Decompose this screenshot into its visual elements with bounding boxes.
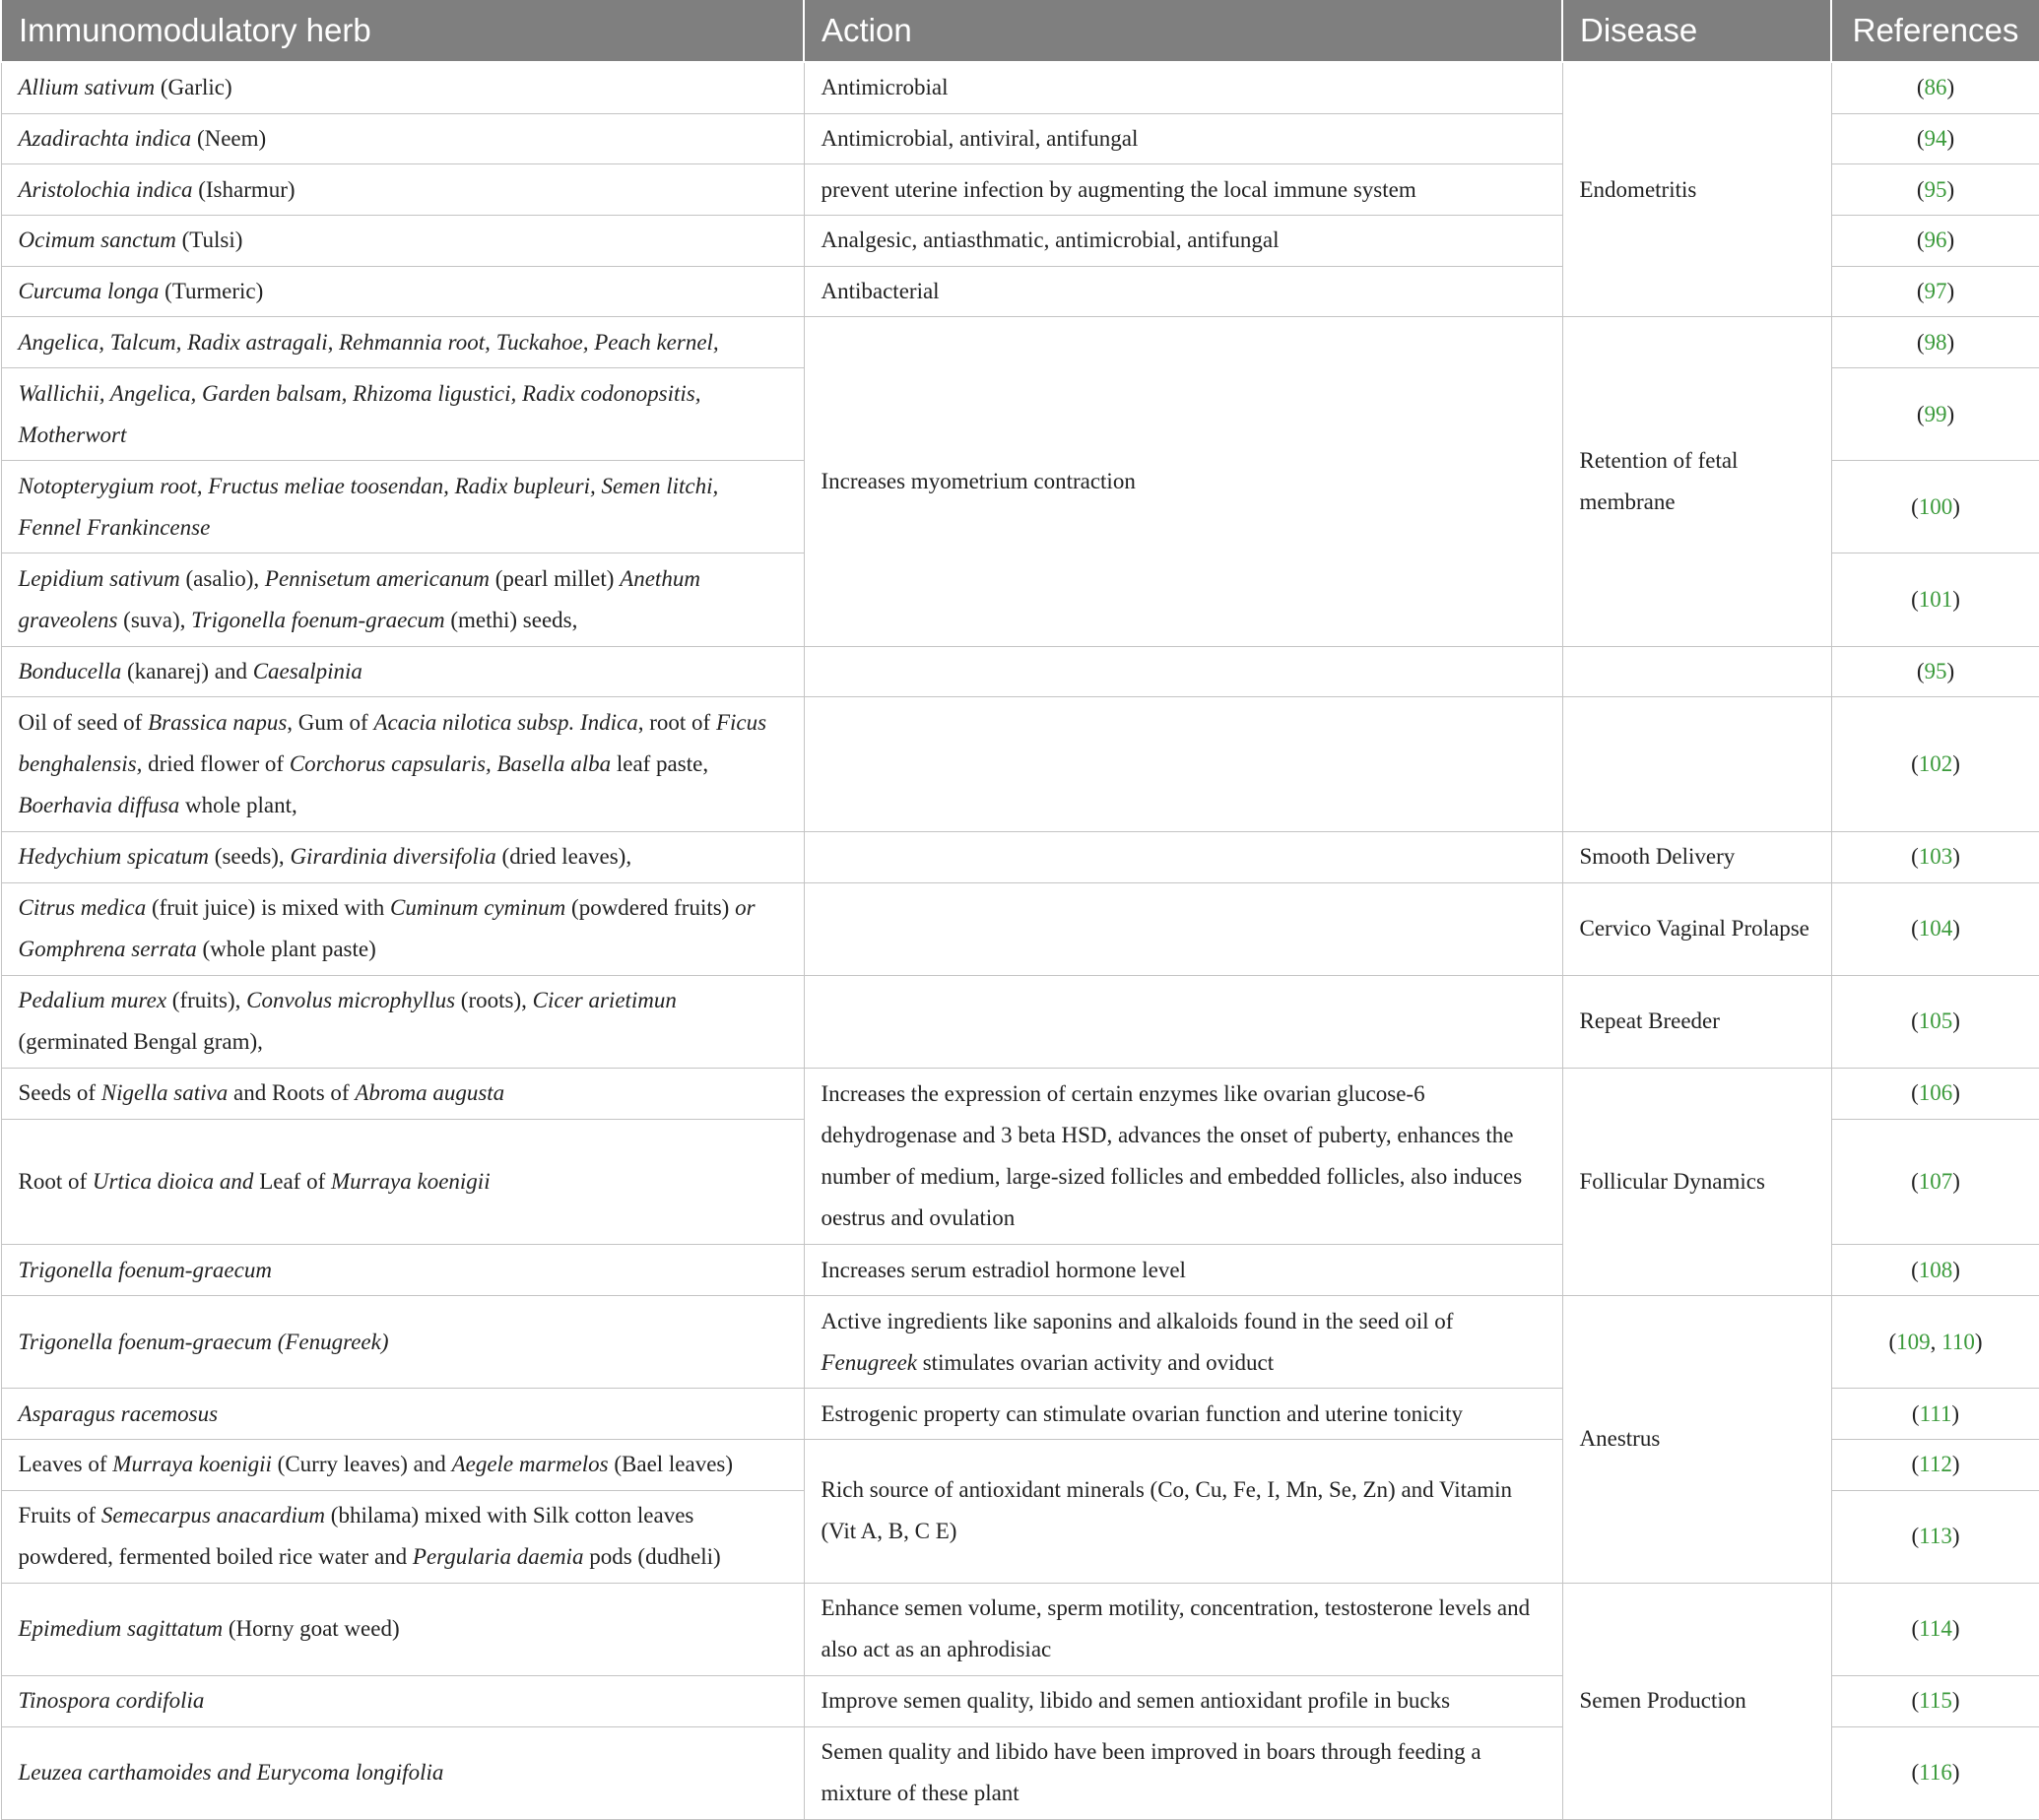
- herb-cell: Allium sativum (Garlic): [1, 62, 804, 113]
- herb-cell: Seeds of Nigella sativa and Roots of Abroma augusta: [1, 1069, 804, 1120]
- reference-link[interactable]: 109: [1896, 1329, 1931, 1354]
- herb-cell: Trigonella foenum-graecum: [1, 1245, 804, 1296]
- reference-cell: (96): [1831, 215, 2039, 266]
- reference-link[interactable]: 95: [1924, 658, 1947, 683]
- reference-cell: (100): [1831, 461, 2039, 553]
- reference-link[interactable]: 96: [1924, 228, 1947, 253]
- herb-cell: Epimedium sagittatum (Horny goat weed): [1, 1583, 804, 1675]
- herb-cell: Ocimum sanctum (Tulsi): [1, 215, 804, 266]
- disease-cell: Repeat Breeder: [1562, 975, 1831, 1068]
- reference-link[interactable]: 108: [1918, 1257, 1953, 1282]
- reference-cell: (114): [1831, 1583, 2039, 1675]
- herb-cell: Tinospora cordifolia: [1, 1675, 804, 1726]
- herb-cell: Trigonella foenum-graecum (Fenugreek): [1, 1295, 804, 1388]
- action-cell: Increases the expression of certain enzymes like ovarian glucose-6 dehydrogenase and 3 beta HSD, advances the onset of puberty, enhances the number of medium, large-sized follicles and embedded follicles, also induces oestrus and ovulation: [804, 1069, 1562, 1245]
- reference-cell: (86): [1831, 62, 2039, 113]
- herb-cell: Bonducella (kanarej) and Caesalpinia: [1, 646, 804, 697]
- reference-cell: (98): [1831, 317, 2039, 368]
- reference-link[interactable]: 112: [1919, 1452, 1952, 1477]
- reference-cell: (94): [1831, 113, 2039, 164]
- reference-cell: (104): [1831, 882, 2039, 975]
- action-cell: Analgesic, antiasthmatic, antimicrobial, antifungal: [804, 215, 1562, 266]
- action-cell: [804, 882, 1562, 975]
- herb-cell: Leuzea carthamoides and Eurycoma longifolia: [1, 1726, 804, 1819]
- disease-cell: Cervico Vaginal Prolapse: [1562, 882, 1831, 975]
- herb-cell: Root of Urtica dioica and Leaf of Murraya koenigii: [1, 1119, 804, 1245]
- herb-cell: Fruits of Semecarpus anacardium (bhilama) mixed with Silk cotton leaves powdered, fermented boiled rice water and Pergularia daemia pods (dudheli): [1, 1490, 804, 1583]
- disease-cell: [1562, 697, 1831, 832]
- herb-cell: Pedalium murex (fruits), Convolus microphyllus (roots), Cicer arietimun (germinated Bengal gram),: [1, 975, 804, 1068]
- reference-link[interactable]: 99: [1924, 401, 1947, 426]
- action-cell: [804, 975, 1562, 1068]
- header-herb: Immunomodulatory herb: [1, 0, 804, 62]
- reference-cell: (103): [1831, 831, 2039, 882]
- reference-cell: (115): [1831, 1675, 2039, 1726]
- reference-cell: (106): [1831, 1069, 2039, 1120]
- action-cell: Antibacterial: [804, 266, 1562, 317]
- table-row: [1, 1295, 2039, 1388]
- action-cell: [804, 646, 1562, 697]
- reference-link[interactable]: 105: [1918, 1008, 1953, 1034]
- disease-cell: Smooth Delivery: [1562, 831, 1831, 882]
- reference-cell: (95): [1831, 164, 2039, 216]
- reference-cell: (102): [1831, 697, 2039, 832]
- reference-cell: (107): [1831, 1119, 2039, 1245]
- action-cell: Increases serum estradiol hormone level: [804, 1245, 1562, 1296]
- reference-cell: (105): [1831, 975, 2039, 1068]
- reference-link[interactable]: 115: [1919, 1688, 1952, 1714]
- reference-link[interactable]: 97: [1924, 278, 1947, 303]
- herb-cell: Oil of seed of Brassica napus, Gum of Acacia nilotica subsp. Indica, root of Ficus benghalensis, dried flower of Corchorus capsularis, Basella alba leaf paste, Boerhavia diffusa whole plant,: [1, 697, 804, 832]
- reference-cell: (101): [1831, 553, 2039, 646]
- disease-cell: [1562, 646, 1831, 697]
- table-row: [1, 882, 2039, 975]
- reference-cell: (112): [1831, 1439, 2039, 1490]
- table-row: [1, 62, 2039, 113]
- herb-cell: Notopterygium root, Fructus meliae toosendan, Radix bupleuri, Semen litchi, Fennel Frankincense: [1, 461, 804, 553]
- reference-link[interactable]: 104: [1918, 916, 1953, 942]
- action-cell: Estrogenic property can stimulate ovarian function and uterine tonicity: [804, 1389, 1562, 1440]
- table-row: [1, 697, 2039, 832]
- action-cell: Rich source of antioxidant minerals (Co, Cu, Fe, I, Mn, Se, Zn) and Vitamin (Vit A, B, C E): [804, 1439, 1562, 1583]
- herb-cell: Curcuma longa (Turmeric): [1, 266, 804, 317]
- disease-cell: Anestrus: [1562, 1295, 1831, 1583]
- herb-cell: Azadirachta indica (Neem): [1, 113, 804, 164]
- herb-cell: Aristolochia indica (Isharmur): [1, 164, 804, 216]
- reference-cell: (108): [1831, 1245, 2039, 1296]
- reference-cell: (113): [1831, 1490, 2039, 1583]
- herb-cell: Citrus medica (fruit juice) is mixed with Cuminum cyminum (powdered fruits) or Gomphrena serrata (whole plant paste): [1, 882, 804, 975]
- reference-link[interactable]: 107: [1918, 1169, 1953, 1194]
- reference-link[interactable]: 113: [1919, 1524, 1952, 1549]
- reference-link[interactable]: 106: [1918, 1080, 1953, 1106]
- reference-link[interactable]: 110: [1941, 1329, 1975, 1354]
- action-cell: [804, 831, 1562, 882]
- disease-cell: Follicular Dynamics: [1562, 1069, 1831, 1296]
- action-cell: Semen quality and libido have been improved in boars through feeding a mixture of these plant: [804, 1726, 1562, 1819]
- reference-cell: (111): [1831, 1389, 2039, 1440]
- action-cell: Active ingredients like saponins and alkaloids found in the seed oil of Fenugreek stimulates ovarian activity and oviduct: [804, 1295, 1562, 1388]
- action-cell: [804, 697, 1562, 832]
- reference-link[interactable]: 94: [1924, 126, 1947, 151]
- reference-link[interactable]: 95: [1924, 176, 1947, 202]
- herb-cell: Lepidium sativum (asalio), Pennisetum americanum (pearl millet) Anethum graveolens (suva), Trigonella foenum-graecum (methi) seeds,: [1, 553, 804, 646]
- reference-link[interactable]: 114: [1919, 1616, 1952, 1642]
- herb-cell: Leaves of Murraya koenigii (Curry leaves) and Aegele marmelos (Bael leaves): [1, 1439, 804, 1490]
- header-references: References: [1831, 0, 2039, 62]
- table-row: [1, 1069, 2039, 1120]
- herb-cell: Angelica, Talcum, Radix astragali, Rehmannia root, Tuckahoe, Peach kernel,: [1, 317, 804, 368]
- table-row: [1, 975, 2039, 1068]
- reference-cell: (109, 110): [1831, 1295, 2039, 1388]
- reference-link[interactable]: 101: [1918, 586, 1953, 612]
- disease-cell: Retention of fetal membrane: [1562, 317, 1831, 646]
- table-row: [1, 831, 2039, 882]
- reference-cell: (95): [1831, 646, 2039, 697]
- reference-link[interactable]: 86: [1924, 75, 1947, 100]
- reference-link[interactable]: 103: [1918, 844, 1953, 870]
- reference-link[interactable]: 111: [1919, 1400, 1952, 1426]
- reference-link[interactable]: 116: [1919, 1760, 1952, 1786]
- action-cell: Increases myometrium contraction: [804, 317, 1562, 646]
- header-disease: Disease: [1562, 0, 1831, 62]
- action-cell: prevent uterine infection by augmenting the local immune system: [804, 164, 1562, 216]
- reference-link[interactable]: 102: [1918, 751, 1953, 777]
- table-row: [1, 1583, 2039, 1675]
- reference-link[interactable]: 98: [1924, 329, 1947, 355]
- table-header-row: [1, 0, 2039, 62]
- action-cell: Enhance semen volume, sperm motility, concentration, testosterone levels and also act as an aphrodisiac: [804, 1583, 1562, 1675]
- reference-cell: (99): [1831, 367, 2039, 460]
- disease-cell: Semen Production: [1562, 1583, 1831, 1819]
- reference-cell: (116): [1831, 1726, 2039, 1819]
- action-cell: Antimicrobial: [804, 62, 1562, 113]
- action-cell: Improve semen quality, libido and semen antioxidant profile in bucks: [804, 1675, 1562, 1726]
- header-action: Action: [804, 0, 1562, 62]
- herb-cell: Wallichii, Angelica, Garden balsam, Rhizoma ligustici, Radix codonopsitis, Motherwort: [1, 367, 804, 460]
- table-row: [1, 317, 2039, 368]
- herb-cell: Asparagus racemosus: [1, 1389, 804, 1440]
- reference-link[interactable]: 100: [1918, 493, 1953, 519]
- action-cell: Antimicrobial, antiviral, antifungal: [804, 113, 1562, 164]
- table-row: [1, 646, 2039, 697]
- reference-cell: (97): [1831, 266, 2039, 317]
- herb-cell: Hedychium spicatum (seeds), Girardinia diversifolia (dried leaves),: [1, 831, 804, 882]
- disease-cell: Endometritis: [1562, 62, 1831, 317]
